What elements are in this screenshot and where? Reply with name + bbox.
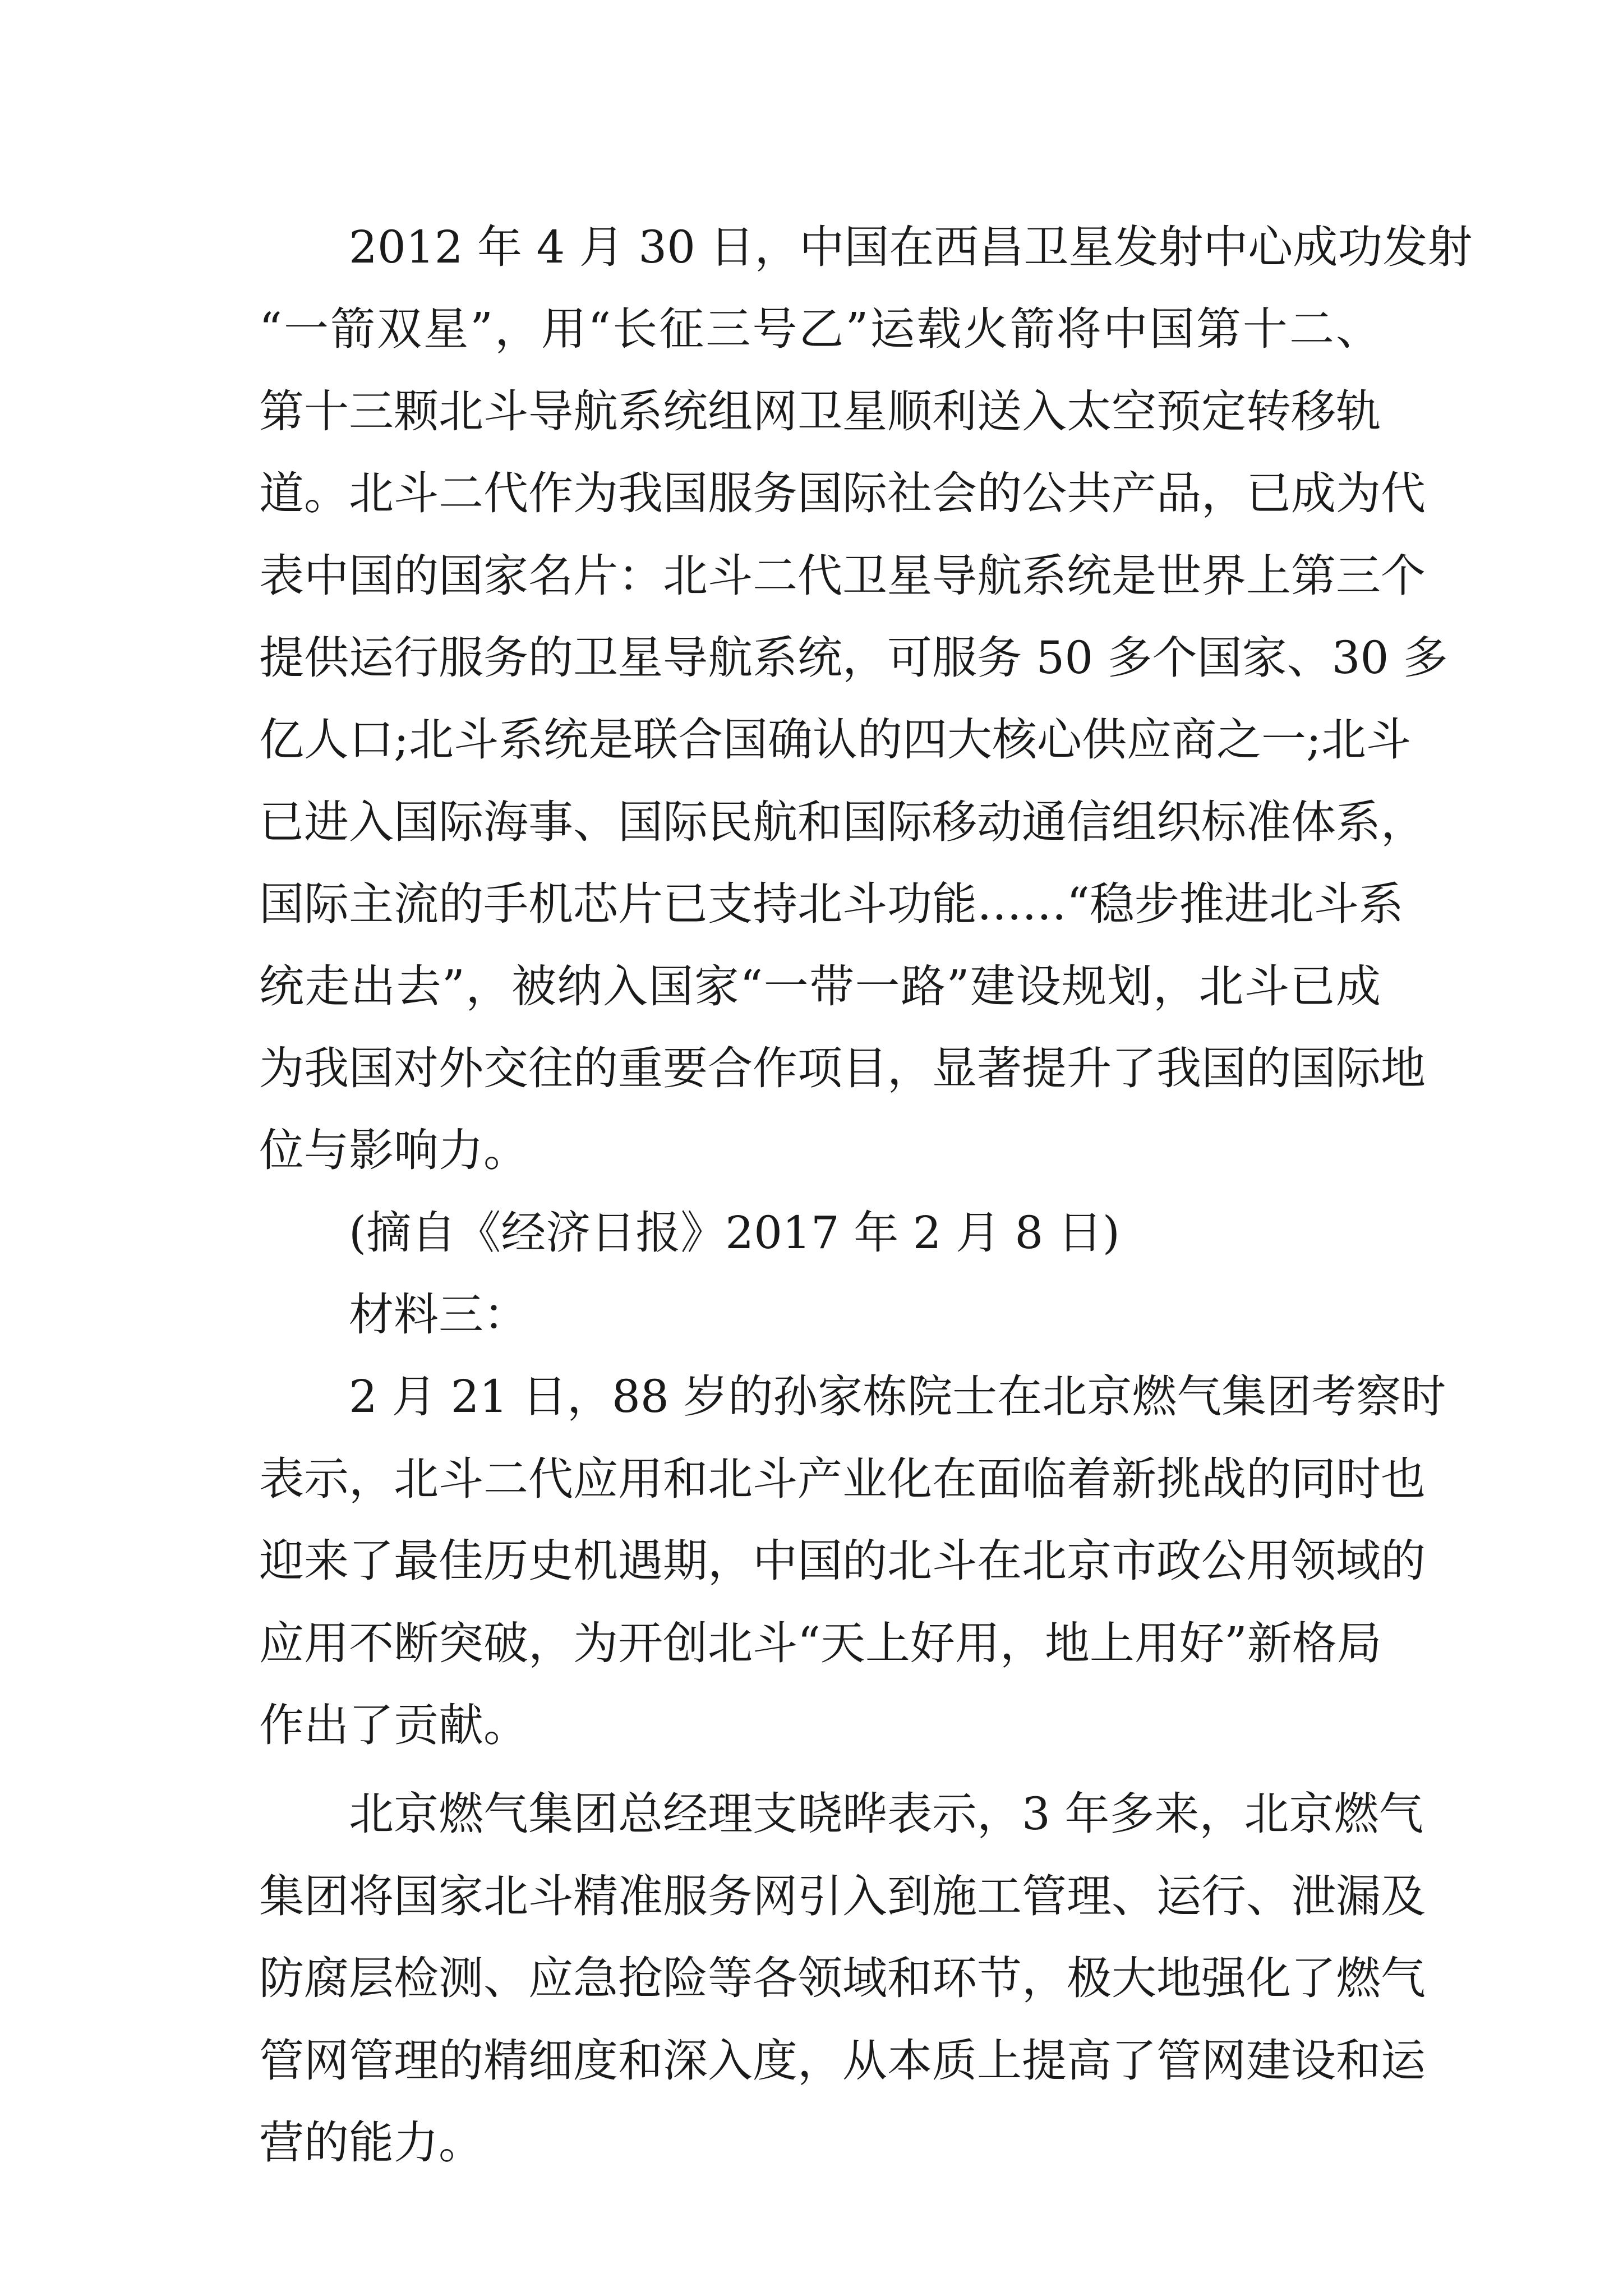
source-citation: (摘自《经济日报》2017 年 2 月 8 日) (349, 1206, 1120, 1259)
paragraph-beijing-gas (259, 1773, 1426, 2184)
paragraph-line: 为我国对外交往的重要合作项目，显著提升了我国的国际地 (259, 1042, 1426, 1094)
paragraph-line: 管网管理的精细度和深入度，从本质上提高了管网建设和运 (259, 2034, 1426, 2087)
paragraph-line: 迎来了最佳历史机遇期，中国的北斗在北京市政公用领域的 (259, 1535, 1426, 1588)
document-body (259, 206, 1473, 2184)
paragraph-line: 营的能力。 (259, 2116, 483, 2169)
paragraph-line: 防腐层检测、应急抢险等各领域和环节，极大地强化了燃气 (259, 1952, 1426, 2005)
paragraph-line: 位与影响力。 (259, 1124, 528, 1177)
paragraph-line: 提供运行服务的卫星导航系统，可服务 50 多个国家、30 多 (259, 631, 1448, 684)
paragraph-beidou-launch (259, 206, 1473, 1192)
paragraph-line: 表中国的国家名片：北斗二代卫星导航系统是世界上第三个 (259, 549, 1426, 602)
paragraph-line: 应用不断突破，为开创北斗“天上好用，地上用好”新格局 (259, 1617, 1382, 1669)
paragraph-line: 统走出去”，被纳入国家“一带一路”建设规划，北斗已成 (259, 960, 1381, 1013)
paragraph-line: 作出了贡献。 (259, 1699, 528, 1752)
paragraph-line: 2012 年 4 月 30 日，中国在西昌卫星发射中心成功发射 (349, 221, 1473, 273)
paragraph-line: 第十三颗北斗导航系统组网卫星顺利送入太空预定转移轨 (259, 385, 1381, 438)
paragraph-spacer (259, 1766, 1381, 1773)
paragraph-line: 道。北斗二代作为我国服务国际社会的公共产品，已成为代 (259, 467, 1426, 520)
paragraph-line: 集团将国家北斗精准服务网引入到施工管理、运行、泄漏及 (259, 1870, 1426, 1922)
paragraph-line: 表示，北斗二代应用和北斗产业化在面临着新挑战的同时也 (259, 1452, 1426, 1505)
paragraph-sun-jiadong (259, 1356, 1446, 1766)
paragraph-line: 2 月 21 日，88 岁的孙家栋院士在北京燃气集团考察时 (349, 1370, 1446, 1423)
paragraph-line: 北京燃气集团总经理支晓晔表示，3 年多来，北京燃气 (349, 1788, 1424, 1841)
paragraph-line: 已进入国际海事、国际民航和国际移动通信组织标准体系， (259, 795, 1426, 848)
paragraph-line: 国际主流的手机芯片已支持北斗功能……“稳步推进北斗系 (259, 878, 1404, 931)
paragraph-line: “一箭双星”，用“长征三号乙”运载火箭将中国第十二、 (259, 303, 1381, 356)
paragraph-line: 亿人口;北斗系统是联合国确认的四大核心供应商之一;北斗 (259, 714, 1411, 766)
material-heading: 材料三： (349, 1289, 528, 1341)
